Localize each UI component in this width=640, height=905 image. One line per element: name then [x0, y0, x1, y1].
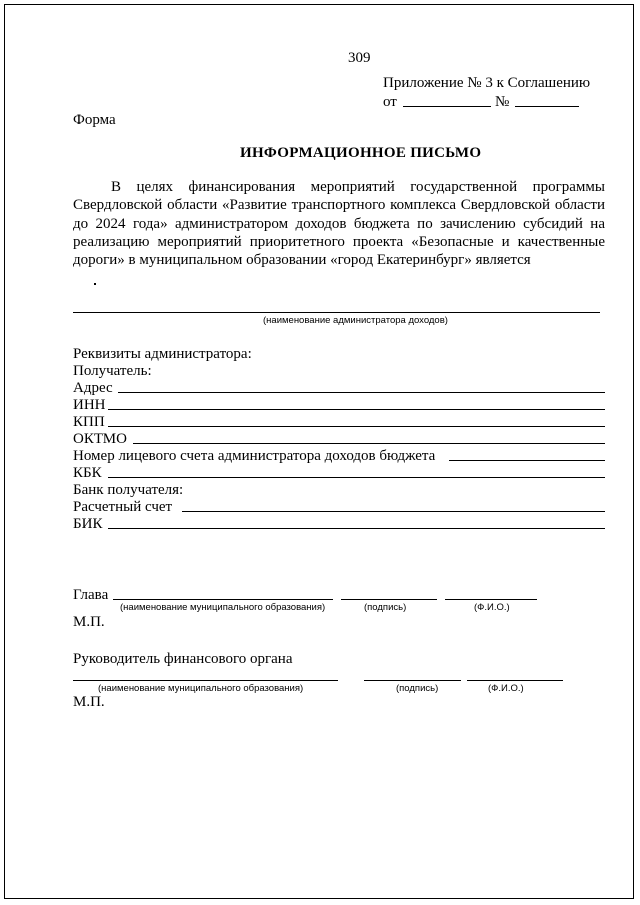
finance-fio-caption: (Ф.И.О.): [488, 683, 524, 694]
page-number: 309: [348, 50, 371, 66]
address-field[interactable]: [118, 392, 605, 393]
finance-head-label: Руководитель финансового органа: [73, 651, 293, 667]
finance-signature-line[interactable]: [364, 680, 461, 681]
head-fio-line[interactable]: [445, 599, 537, 600]
appendix-number-label: №: [495, 94, 510, 110]
finance-name-line[interactable]: [73, 680, 338, 681]
appendix-number-line[interactable]: [515, 106, 579, 107]
document-title: ИНФОРМАЦИОННОЕ ПИСЬМО: [240, 145, 482, 161]
admin-name-line[interactable]: [73, 312, 600, 313]
settlement-account-label: Расчетный счет: [73, 499, 173, 515]
admin-name-caption: (наименование администратора доходов): [263, 315, 448, 326]
oktmo-label: ОКТМО: [73, 431, 127, 447]
head-name-line[interactable]: [113, 599, 333, 600]
finance-signature-caption: (подпись): [396, 683, 439, 694]
kpp-field[interactable]: [108, 426, 605, 427]
finance-name-caption: (наименование муниципального образования): [98, 683, 304, 694]
requisites-heading: Реквизиты администратора:: [73, 346, 252, 362]
kbk-field[interactable]: [108, 477, 605, 478]
settlement-account-field[interactable]: [182, 511, 605, 512]
finance-stamp: М.П.: [73, 694, 105, 710]
recipient-label: Получатель:: [73, 363, 152, 379]
head-name-caption: (наименование муниципального образования): [120, 602, 326, 613]
appendix-title: Приложение № 3 к Соглашению: [383, 75, 591, 91]
inn-field[interactable]: [108, 409, 605, 410]
address-label: Адрес: [73, 380, 113, 396]
kbk-label: КБК: [73, 465, 102, 481]
body-paragraph: В целях финансирования мероприятий государственной программы Свердловской области «Развитие транспортного комплекса Свердловской области до 2024 года» администратором доходов бюджета по зачислению субсидий на реализацию мероприятий приоритетного проекта «Безопасные и качественные дороги» в муниципальном образовании «город Екатеринбург» является: [73, 179, 605, 269]
bank-label: Банк получателя:: [73, 482, 184, 498]
stray-mark: [94, 283, 96, 285]
oktmo-field[interactable]: [133, 443, 605, 444]
kpp-label: КПП: [73, 414, 105, 430]
appendix-date-line[interactable]: [403, 106, 491, 107]
finance-fio-line[interactable]: [467, 680, 563, 681]
appendix-from-label: от: [383, 94, 397, 110]
bik-field[interactable]: [108, 528, 605, 529]
account-number-label: Номер лицевого счета администратора доходов бюджета: [73, 448, 436, 464]
account-number-field[interactable]: [449, 460, 605, 461]
head-fio-caption: (Ф.И.О.): [474, 602, 510, 613]
head-label: Глава: [73, 587, 109, 603]
head-stamp: М.П.: [73, 614, 105, 630]
form-label: Форма: [73, 112, 116, 128]
bik-label: БИК: [73, 516, 103, 532]
head-signature-line[interactable]: [341, 599, 437, 600]
inn-label: ИНН: [73, 397, 106, 413]
head-signature-caption: (подпись): [364, 602, 407, 613]
